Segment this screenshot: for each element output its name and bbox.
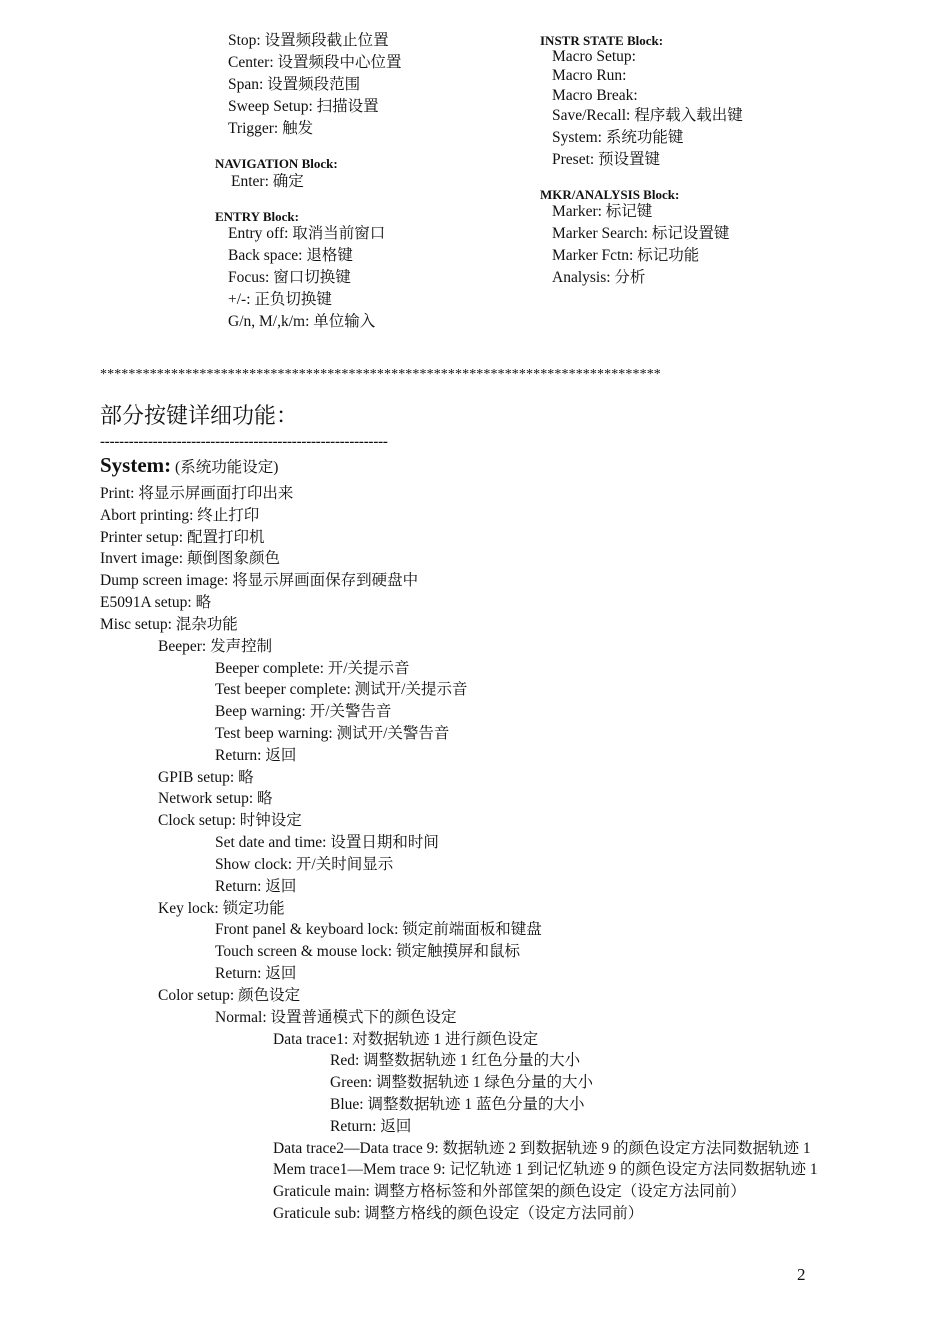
entry-heading: ENTRY Block: [215, 209, 299, 224]
system-line: Return: 返回 [215, 878, 297, 895]
system-line: Mem trace1—Mem trace 9: 记忆轨迹 1 到记忆轨迹 9 的颜色设定方法同数据轨迹 1 [273, 1161, 818, 1178]
top-item-center: Center: 设置频段中心位置 [228, 54, 402, 71]
system-line: Touch screen & mouse lock: 锁定触摸屏和鼠标 [215, 943, 520, 960]
system-title: System: [100, 453, 172, 477]
system-line: Return: 返回 [215, 965, 297, 982]
system-line: Set date and time: 设置日期和时间 [215, 834, 439, 851]
system-line: Print: 将显示屏画面打印出来 [100, 485, 294, 502]
entry-item-plus-minus: +/-: 正负切换键 [228, 291, 332, 308]
system-line: Invert image: 颠倒图象颜色 [100, 550, 280, 567]
system-subtitle: (系统功能设定) [175, 459, 279, 476]
instr-item-macro-run: Macro Run: [552, 67, 627, 84]
system-line: Test beep warning: 测试开/关警告音 [215, 725, 450, 742]
mkr-item-marker: Marker: 标记键 [552, 203, 653, 220]
entry-item-focus: Focus: 窗口切换键 [228, 269, 351, 286]
top-item-sweep: Sweep Setup: 扫描设置 [228, 98, 379, 115]
system-line: E5091A setup: 略 [100, 594, 212, 611]
system-line: Beeper: 发声控制 [158, 638, 273, 655]
mkr-analysis-heading: MKR/ANALYSIS Block: [540, 187, 680, 202]
system-line: Beep warning: 开/关警告音 [215, 703, 392, 720]
instr-item-preset: Preset: 预设置键 [552, 151, 661, 168]
system-line: Beeper complete: 开/关提示音 [215, 660, 410, 677]
system-line: Red: 调整数据轨迹 1 红色分量的大小 [330, 1052, 581, 1069]
mkr-item-marker-fctn: Marker Fctn: 标记功能 [552, 247, 700, 264]
system-line: Printer setup: 配置打印机 [100, 529, 265, 546]
system-line: Return: 返回 [215, 747, 297, 764]
star-separator: ******************************************************************************* [100, 367, 661, 382]
system-line: GPIB setup: 略 [158, 769, 254, 786]
instr-item-macro-setup: Macro Setup: [552, 48, 636, 65]
system-line: Test beeper complete: 测试开/关提示音 [215, 681, 468, 698]
system-line: Data trace2—Data trace 9: 数据轨迹 2 到数据轨迹 9 的颜色设定方法同数据轨迹 1 [273, 1140, 811, 1157]
top-item-trigger: Trigger: 触发 [228, 120, 314, 137]
top-item-span: Span: 设置频段范围 [228, 76, 361, 93]
section-title: 部分按键详细功能： [100, 403, 299, 428]
system-line: Clock setup: 时钟设定 [158, 812, 302, 829]
system-line: Green: 调整数据轨迹 1 绿色分量的大小 [330, 1074, 594, 1091]
top-item-stop: Stop: 设置频段截止位置 [228, 32, 389, 49]
mkr-item-marker-search: Marker Search: 标记设置键 [552, 225, 730, 242]
system-line: Normal: 设置普通模式下的颜色设定 [215, 1009, 457, 1026]
instr-item-system: System: 系统功能键 [552, 129, 684, 146]
system-line: Show clock: 开/关时间显示 [215, 856, 394, 873]
instr-item-macro-break: Macro Break: [552, 87, 638, 104]
navigation-heading: NAVIGATION Block: [215, 156, 338, 171]
system-line: Data trace1: 对数据轨迹 1 进行颜色设定 [273, 1031, 539, 1048]
system-line: Color setup: 颜色设定 [158, 987, 301, 1004]
navigation-item-enter: Enter: 确定 [231, 173, 304, 190]
system-line: Graticule main: 调整方格标签和外部筐架的颜色设定（设定方法同前） [273, 1183, 746, 1200]
system-line: Graticule sub: 调整方格线的颜色设定（设定方法同前） [273, 1205, 644, 1222]
system-line: Network setup: 略 [158, 790, 273, 807]
system-line: Misc setup: 混杂功能 [100, 616, 238, 633]
entry-item-back-space: Back space: 退格键 [228, 247, 353, 264]
system-line: Abort printing: 终止打印 [100, 507, 260, 524]
system-line: Blue: 调整数据轨迹 1 蓝色分量的大小 [330, 1096, 585, 1113]
entry-item-entry-off: Entry off: 取消当前窗口 [228, 225, 386, 242]
mkr-item-analysis: Analysis: 分析 [552, 269, 646, 286]
page-number: 2 [797, 1265, 806, 1284]
instr-item-save-recall: Save/Recall: 程序载入载出键 [552, 107, 743, 124]
system-line: Return: 返回 [330, 1118, 412, 1135]
dash-separator: ------------------------------------------------------------ [100, 434, 388, 450]
entry-item-units: G/n, M/,k/m: 单位输入 [228, 313, 376, 330]
instr-state-heading: INSTR STATE Block: [540, 33, 664, 48]
system-line: Front panel & keyboard lock: 锁定前端面板和键盘 [215, 921, 542, 938]
system-heading [100, 453, 278, 478]
system-line: Key lock: 锁定功能 [158, 900, 285, 917]
system-line: Dump screen image: 将显示屏画面保存到硬盘中 [100, 572, 419, 589]
